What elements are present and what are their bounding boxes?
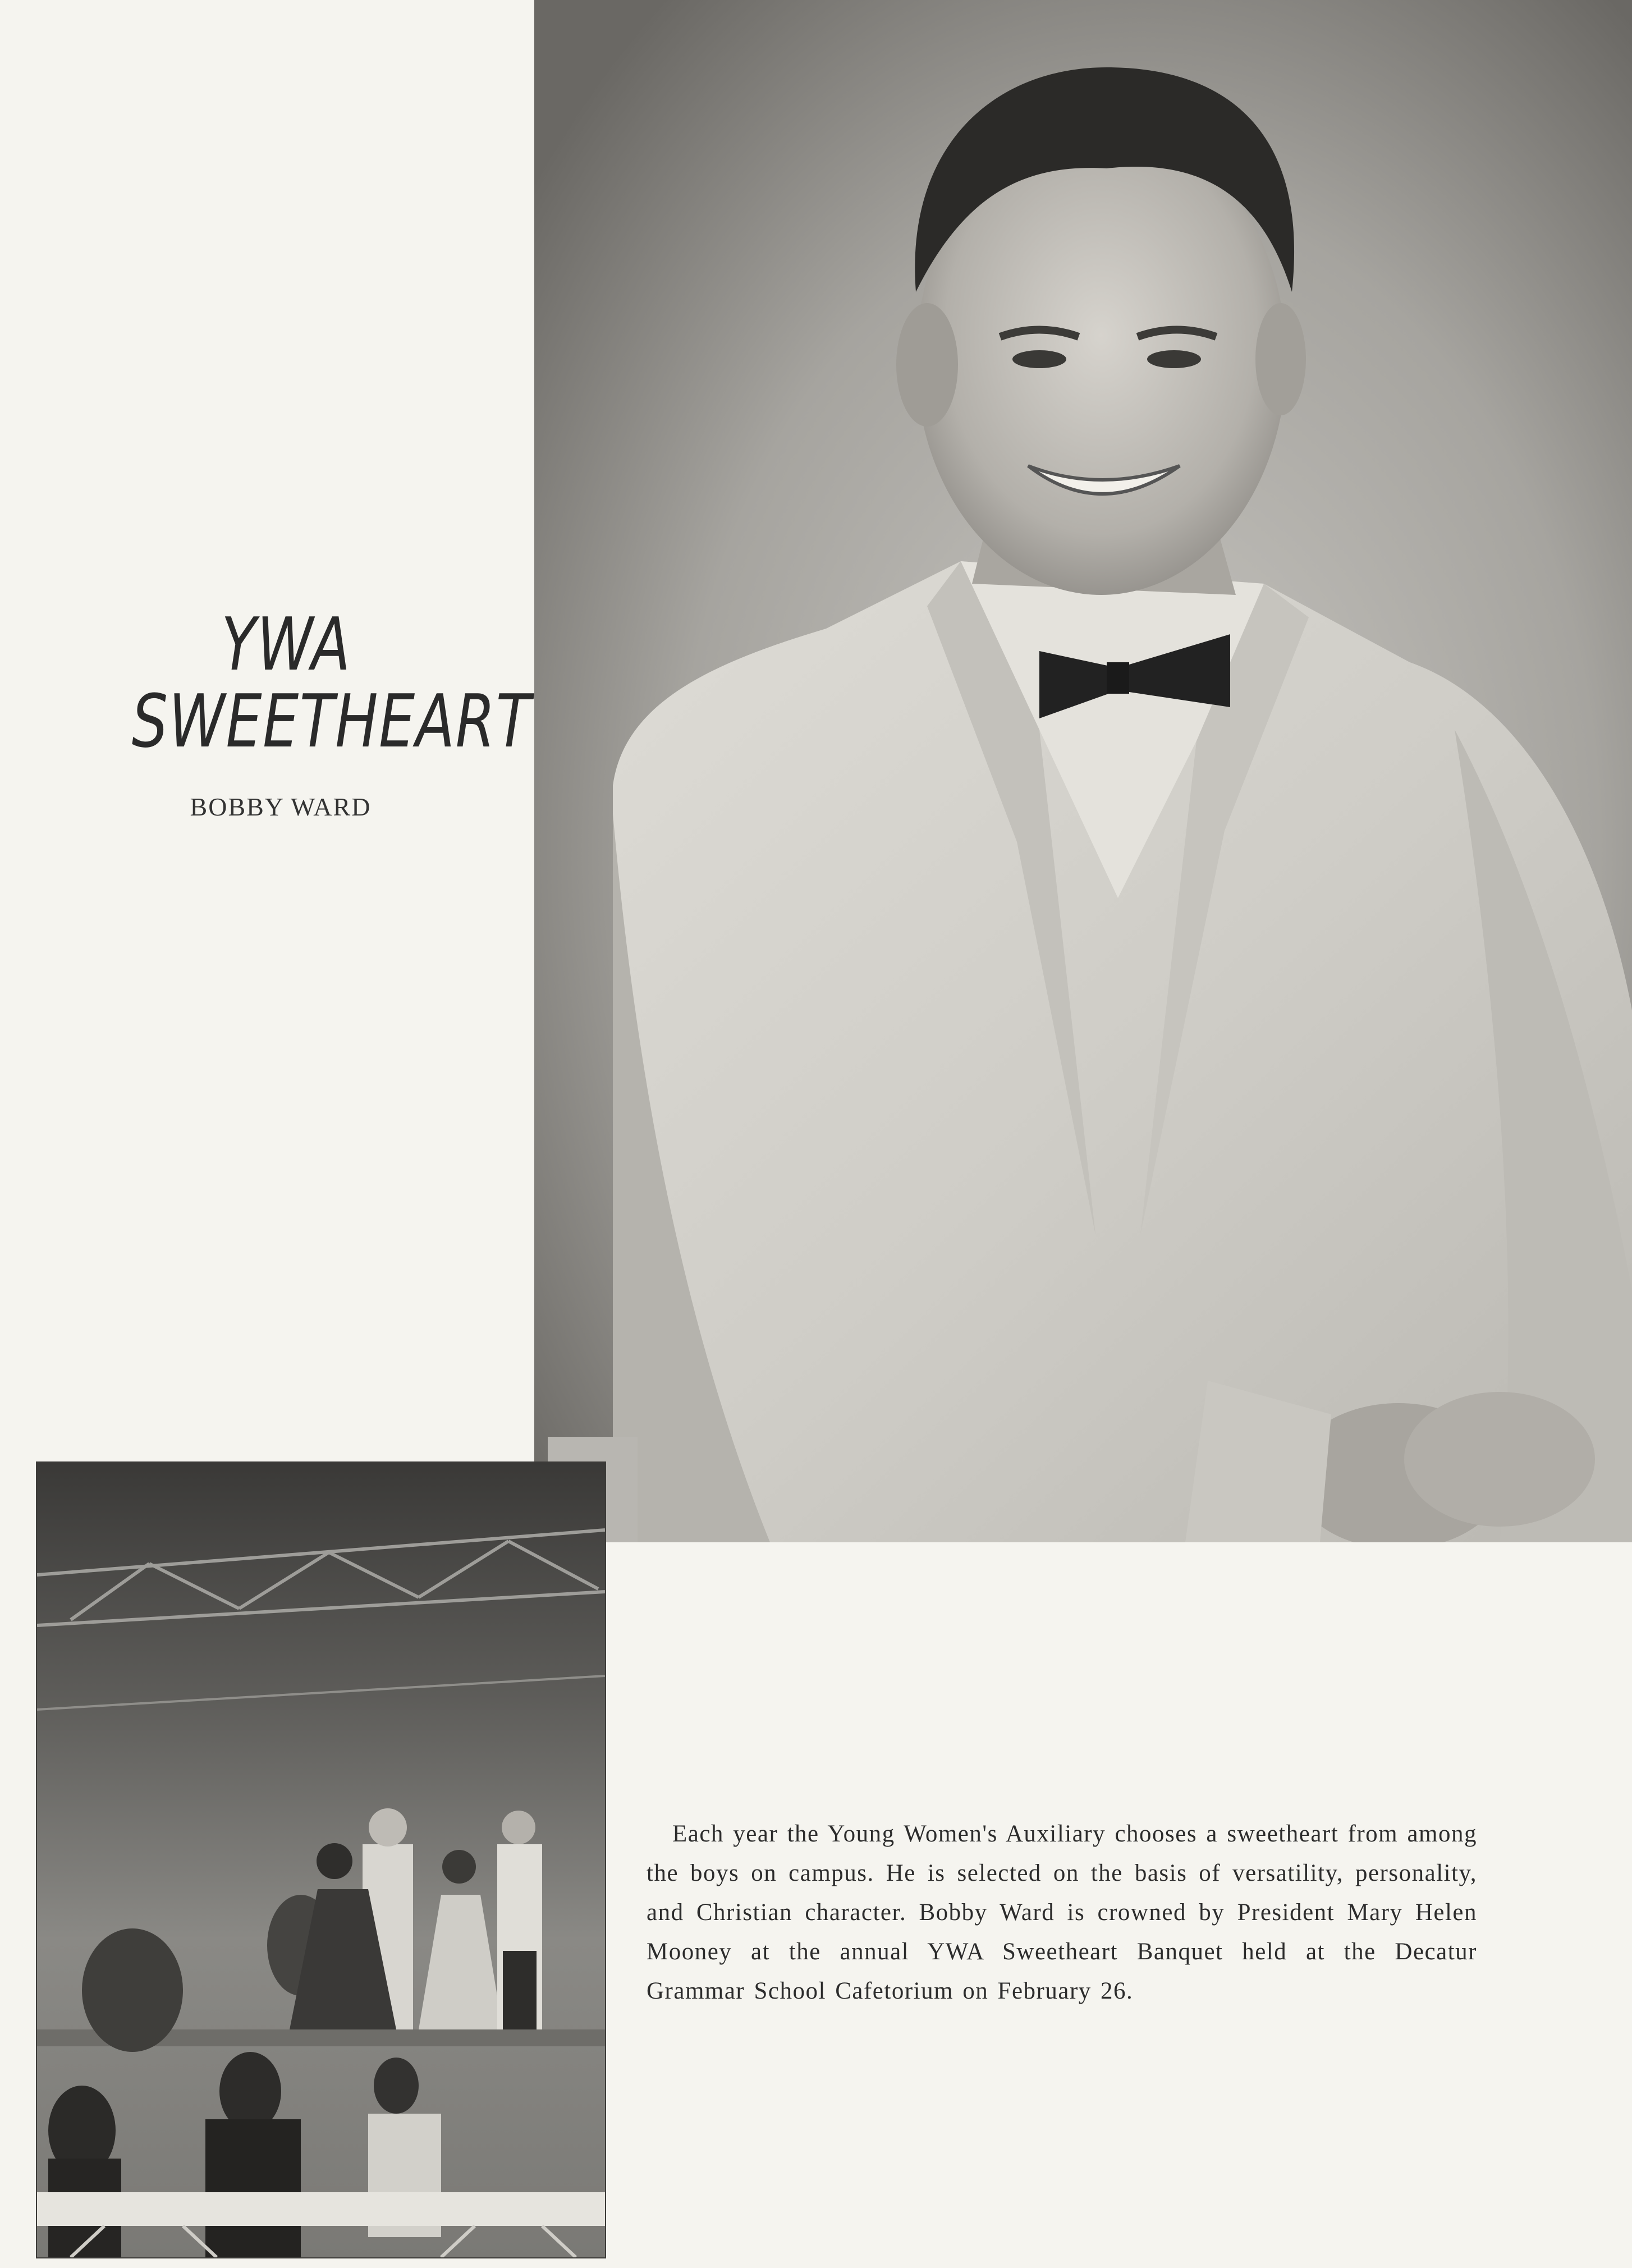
photo-caption: Each year the Young Women's Auxiliary chooses a sweetheart from among the boys on campus. He is selected on the basis of versatility, personality, and Christian character. Bobby Ward is crowned by President Mary Helen Mooney at the annual YWA Sweetheart Banquet held at the Decatur Grammar School Cafetorium on February 26. xyxy=(647,1821,1477,2004)
honoree-name: BOBBY WARD xyxy=(190,792,372,821)
portrait-image xyxy=(534,0,1632,1542)
title-block xyxy=(90,602,532,822)
banquet-image xyxy=(37,1463,605,2257)
banquet-photo xyxy=(36,1461,606,2258)
portrait-photo xyxy=(534,0,1632,1542)
page-title-line-1: YWA xyxy=(221,602,351,687)
page-title-line-2: SWEETHEART xyxy=(131,678,532,764)
